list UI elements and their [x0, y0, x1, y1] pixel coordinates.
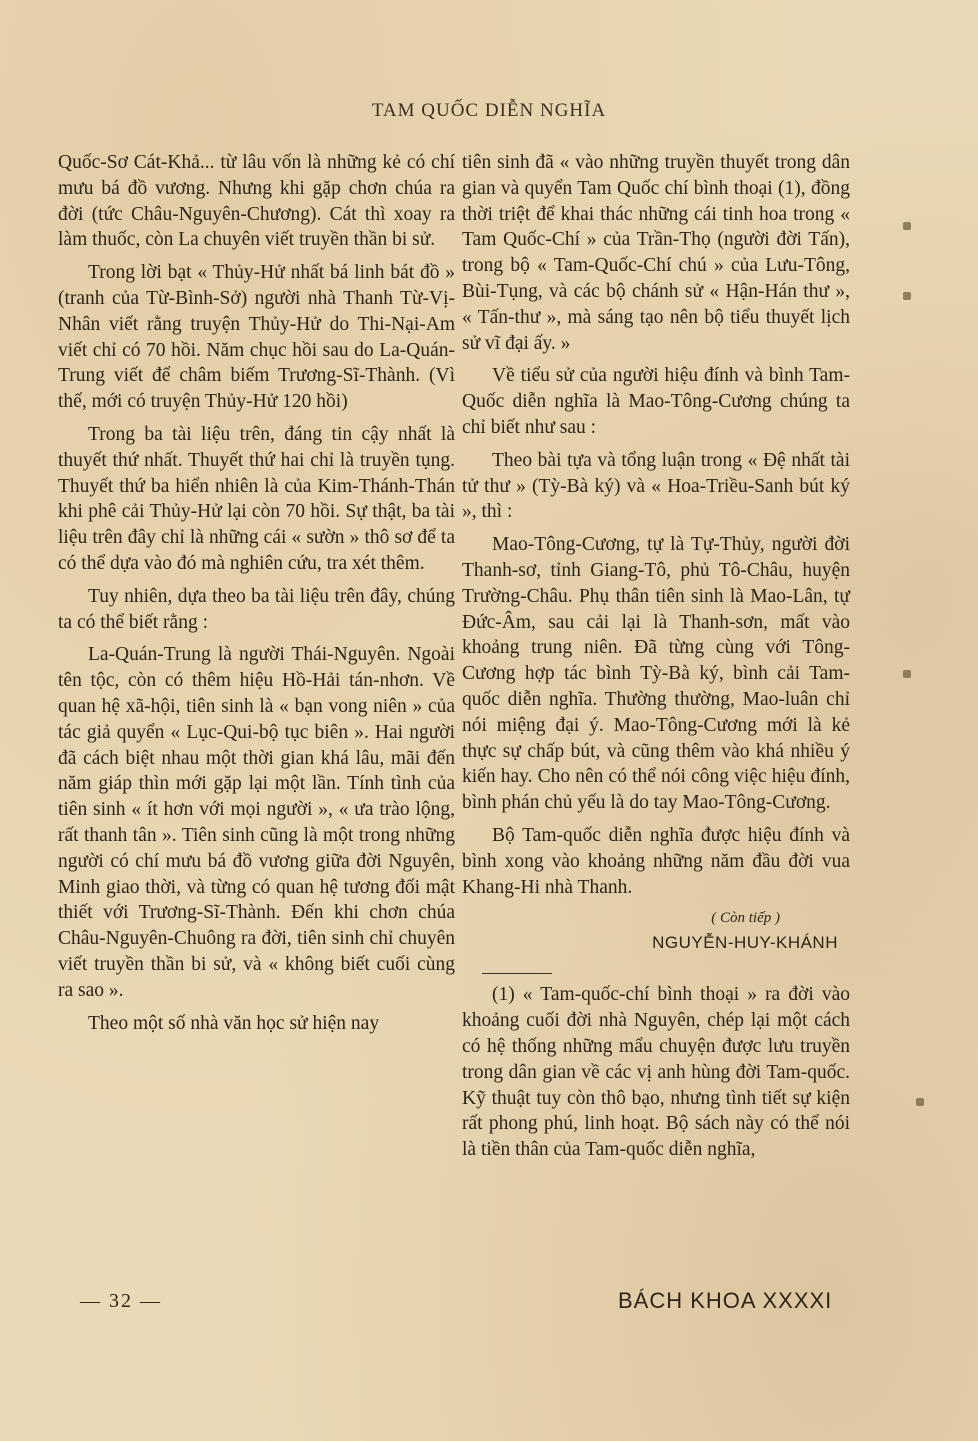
paragraph: Quốc-Sơ Cát-Khả... từ lâu vốn là những kẻ có chí mưu bá đồ vương. Nhưng khi gặp chơn chúa ra đời (tức Châu-Nguyên-Chương). Cát thì xoay ra làm thuốc, còn La chuyên viết truyền thần bi sử.: [58, 152, 455, 251]
edge-stain-mark: [916, 1098, 924, 1106]
edge-stain-mark: [903, 222, 911, 230]
paragraph: Trong lời bạt « Thủy-Hử nhất bá linh bát đồ » (tranh của Từ-Bình-Sở) người nhà Thanh Từ-Vị-Nhân viết rằng truyện Thủy-Hử do Thi-Nại-Am viết chỉ có 70 hồi. Năm chục hồi sau do La-Quán-Trung viết để châm biếm Trương-Sĩ-Thành. (Vì thế, mới có truyện Thủy-Hử 120 hồi): [58, 262, 455, 413]
paragraph: Tuy nhiên, dựa theo ba tài liệu trên đây, chúng ta có thể biết rằng :: [58, 585, 455, 633]
running-title: TAM QUỐC DIỄN NGHĨA: [371, 100, 607, 121]
footnote-rule: [482, 973, 552, 974]
left-column: [58, 150, 455, 1043]
paragraph: Theo bài tựa và tổng luận trong « Đệ nhất tài tử thư » (Tỳ-Bà ký) và « Hoa-Triều-Sanh bút ký », thì :: [462, 449, 850, 523]
paragraph: Về tiểu sử của người hiệu đính và bình Tam-Quốc diễn nghĩa là Mao-Tông-Cương chúng ta chỉ biết như sau :: [462, 365, 850, 438]
edge-stain-mark: [903, 670, 911, 678]
author-name: NGUYỄN-HUY-KHÁNH: [652, 933, 838, 953]
journal-name: BÁCH KHOA XXXXI: [618, 1288, 833, 1313]
paragraph: Mao-Tông-Cương, tự là Tự-Thủy, người đời Thanh-sơ, tỉnh Giang-Tô, phủ Tô-Châu, huyện Trường-Châu. Phụ thân tiên sinh là Mao-Lân, tự Đức-Âm, sau cải lại là Thanh-sơn, mất vào khoảng trung niên. Đã từng cùng với Tông-Cương hợp tác bình Tỳ-Bà ký, bình cải Tam-quốc diễn nghĩa. Thường thường, Mao-luân chỉ nói miệng đại ý. Mao-Tông-Cương mới là kẻ thực sự chấp bút, và cũng thêm vào khá nhiều ý kiến hay. Cho nên có thể nói công việc hiệu đính, bình phán chủ yếu là do tay Mao-Tông-Cương.: [462, 534, 850, 814]
paragraph: Bộ Tam-quốc diễn nghĩa được hiệu đính và bình xong vào khoảng những năm đầu đời vua Khang-Hi nhà Thanh.: [462, 824, 850, 898]
paragraph: Theo một số nhà văn học sử hiện nay: [88, 1012, 380, 1034]
paragraph: Trong ba tài liệu trên, đáng tin cậy nhất là thuyết thứ nhất. Thuyết thứ hai chỉ là truyền tụng. Thuyết thứ ba hiển nhiên là của Kim-Thánh-Thán khi phê cải Thủy-Hử lại còn 70 hồi. Sự thật, ba tài liệu trên đây chỉ là những cái « sườn » thô sơ để ta có thể dựa vào đó mà nghiên cứu, tra xét thêm.: [58, 423, 455, 574]
page-number: — 32 —: [80, 1290, 162, 1312]
edge-stain-mark: [903, 292, 911, 300]
continuation-note: ( Còn tiếp ): [711, 910, 780, 927]
footnote: (1) « Tam-quốc-chí bình thoại » ra đời vào khoảng cuối đời nhà Nguyên, chép lại một cách có hệ thống những mẩu chuyện được lưu truyền trong dân gian về các vị anh hùng đời Tam-quốc. Kỹ thuật tuy còn thô bạo, nhưng tình tiết sự kiện rất phong phú, linh hoạt. Bộ sách này có thể nói là tiền thân của Tam-quốc diễn nghĩa,: [462, 984, 850, 1161]
right-column: [462, 150, 850, 1170]
paragraph: tiên sinh đã « vào những truyền thuyết trong dân gian và quyển Tam Quốc chí bình thoại (1), đồng thời triệt để khai thác những cái tinh hoa trong « Tam Quốc-Chí » của Trần-Thọ (người đời Tấn), trong bộ « Tam-Quốc-Chí chú » của Lưu-Tông, Bùi-Tụng, và các bộ chánh sử « Hận-Hán thư », « Tấn-thư », mà sáng tạo nên bộ tiểu thuyết lịch sử vĩ đại ấy. »: [462, 152, 850, 354]
paragraph: La-Quán-Trung là người Thái-Nguyên. Ngoài tên tộc, còn có thêm hiệu Hồ-Hải tán-nhơn. Về quan hệ xã-hội, tiên sinh là « bạn vong niên » của tác giả quyển « Lục-Qui-bộ tục biên ». Hai người đã cách biệt nhau một thời gian khá lâu, mãi đến năm giáp thìn mới gặp lại một lần. Tính tình của tiên sinh « ít hơn với mọi người », « ưa trào lộng, rất thanh tân ». Tiên sinh cũng là một trong những người có chí mưu bá đồ vương giữa đời Nguyên, Minh giao thời, và từng có quan hệ tương đối mật thiết với Trương-Sĩ-Thành. Đến khi chơn chúa Châu-Nguyên-Chuông ra đời, tiên sinh chỉ chuyên viết truyền thần bi sử, và « không biết cuối cùng ra sao ».: [58, 644, 455, 1001]
